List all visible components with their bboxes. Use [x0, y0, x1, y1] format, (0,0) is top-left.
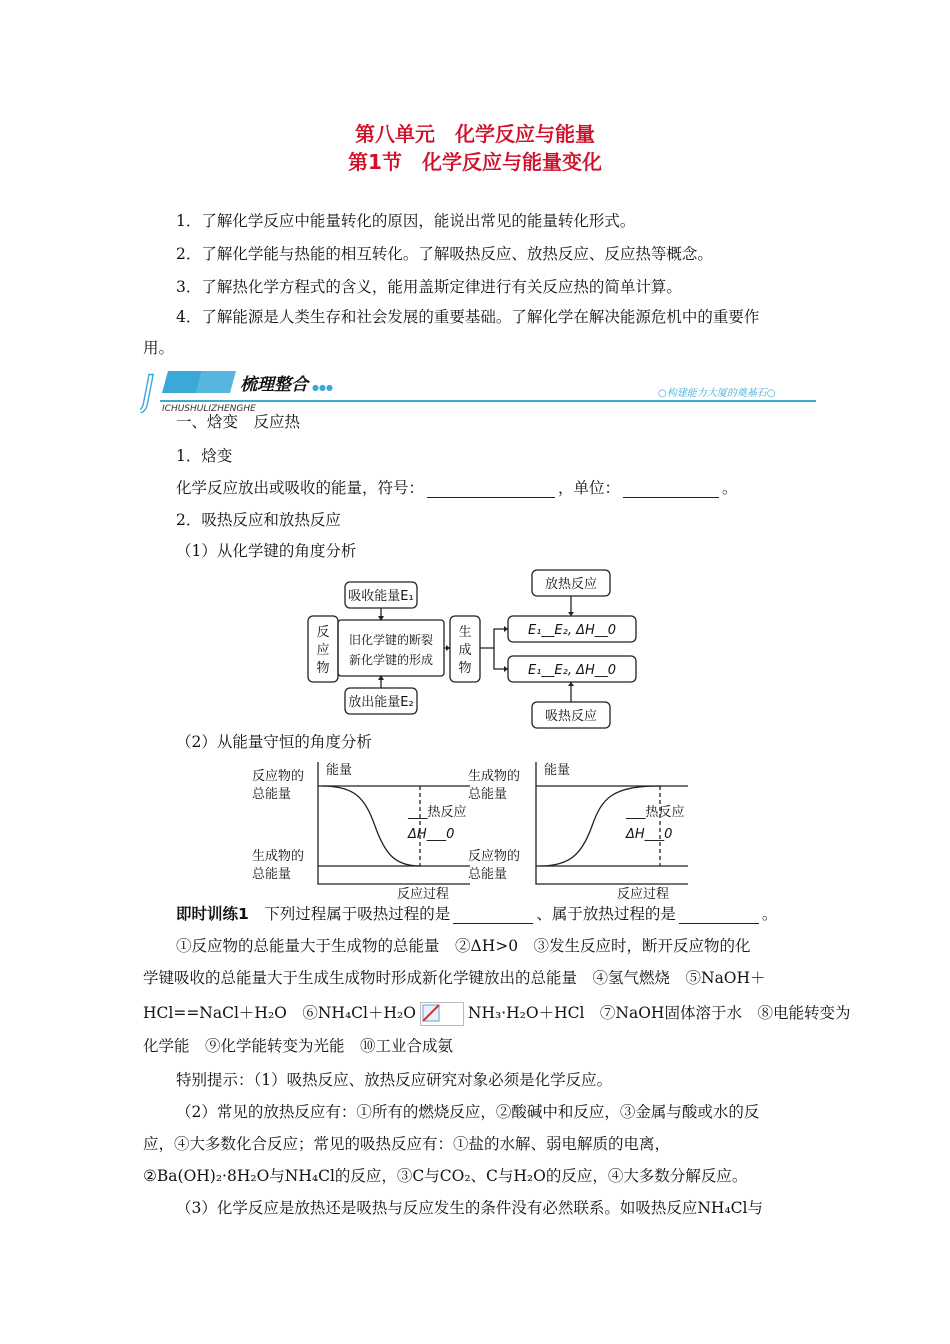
section-title: 第1节 化学反应与能量变化 [348, 150, 602, 174]
tip-2-cont: 应，④大多数化合反应；常见的吸热反应有：①盐的水解、弱电解质的电离， [143, 1135, 671, 1153]
tip-2-cont-2: ②Ba(OH)₂·8H₂O与NH₄Cl的反应，③C与CO₂、C与H₂O的反应，④大多数分解反应。 [143, 1167, 748, 1185]
training-question [176, 904, 777, 924]
right-axis-x: 反应过程 [617, 887, 670, 902]
training-options-1: ①反应物的总能量大于生成物的总能量 ②ΔH>0 ③发生反应时，断开反应物的化 [176, 937, 751, 955]
training-options-2: 学键吸收的总能量大于生成生成物时形成新化学键放出的总能量 ④氢气燃烧 ⑤NaOH＋ [143, 969, 766, 987]
branch-lines [480, 629, 508, 669]
heading-energy-conservation: （2）从能量守恒的角度分析 [176, 733, 372, 751]
product-char-2: 成 [458, 643, 472, 658]
left-axis-x: 反应过程 [397, 887, 450, 902]
left-dh-label: ΔH___0 [408, 827, 455, 842]
left-axis-y: 能量 [326, 763, 353, 778]
left-top-label-2: 总能量 [252, 787, 292, 802]
right-dh-label: ΔH___0 [626, 827, 673, 842]
bond-breaking-label: 旧化学键的断裂 [348, 633, 434, 647]
reactant-char-2: 应 [316, 643, 330, 658]
training-label: 即时训练1 [176, 905, 249, 923]
training-options-3 [143, 1002, 850, 1026]
banner-slogan: ○构建能力大厦的奠基石○ [658, 388, 776, 399]
symbol-blank [427, 481, 555, 498]
bond-energy-diagram [300, 566, 650, 734]
reactant-char-1: 反 [316, 625, 330, 640]
options-3b: NH₃·H₂O＋HCl ⑦NaOH固体溶于水 ⑧电能转变为 [467, 1004, 851, 1022]
right-bottom-label-1: 反应物的 [468, 849, 521, 864]
right-curve [540, 786, 660, 866]
energy-level-diagrams [250, 758, 700, 904]
eq1-label: E₁__E₂, ΔH__0 [527, 623, 617, 638]
right-heat-label: ___热反应 [626, 805, 685, 820]
banner-dots: ●●● [312, 383, 333, 392]
banner-pinyin: ICHUSHULIZHENGHE [162, 404, 256, 413]
tip-2: （2）常见的放热反应有：①所有的燃烧反应，②酸碱中和反应，③金属与酸或水的反 [176, 1103, 760, 1121]
objective-4-cont: 用。 [143, 339, 175, 357]
banner-block-1 [162, 371, 202, 393]
tip-1: 特别提示：（1）吸热反应、放热反应研究对象必须是化学反应。 [176, 1071, 613, 1089]
section-banner [140, 365, 820, 413]
product-char-1: 生 [458, 625, 472, 640]
right-axis-y: 能量 [544, 763, 571, 778]
heading-enthalpy-change: 1．焓变 [176, 447, 233, 465]
definition-text: 化学反应放出或吸收的能量，符号： [176, 479, 425, 497]
heading-bond-analysis: （1）从化学键的角度分析 [176, 542, 357, 560]
objective-1: 1．了解化学反应中能量转化的原因，能说出常见的能量转化形式。 [176, 212, 636, 230]
training-q1: 下列过程属于吸热过程的是 [248, 905, 451, 923]
broken-image-icon [420, 1002, 464, 1026]
training-options-4: 化学能 ⑨化学能转变为光能 ⑩工业合成氨 [143, 1037, 454, 1055]
options-3a: HCl==NaCl＋H₂O ⑥NH₄Cl＋H₂O [143, 1004, 416, 1022]
process-box [338, 620, 444, 676]
banner-title: 梳理整合 [240, 375, 308, 395]
training-q3: 。 [761, 905, 778, 923]
tip-3: （3）化学反应是放热还是吸热与反应发生的条件没有必然联系。如吸热反应NH₄Cl与 [176, 1199, 763, 1217]
period: 。 [722, 479, 738, 497]
left-top-label-1: 反应物的 [252, 769, 305, 784]
left-bottom-label-2: 总能量 [252, 867, 292, 882]
objective-4: 4．了解能源是人类生存和社会发展的重要基础。了解化学在解决能源危机中的重要作 [176, 308, 760, 326]
unit-title: 第八单元 化学反应与能量 [355, 122, 595, 146]
left-bottom-label-1: 生成物的 [252, 849, 305, 864]
unit-blank [623, 481, 719, 498]
absorb-label: 吸收能量E₁ [348, 589, 414, 604]
objective-3: 3．了解热化学方程式的含义，能用盖斯定律进行有关反应热的简单计算。 [176, 278, 682, 296]
right-top-label-2: 总能量 [468, 787, 508, 802]
release-label: 放出能量E₂ [348, 695, 414, 710]
product-char-3: 物 [458, 661, 472, 676]
right-bottom-label-2: 总能量 [468, 867, 508, 882]
objective-2: 2．了解化学能与热能的相互转化。了解吸热反应、放热反应、反应热等概念。 [176, 245, 713, 263]
left-curve [322, 786, 420, 866]
heading-enthalpy: 一、焓变 反应热 [176, 413, 301, 431]
enthalpy-definition [176, 478, 738, 498]
eq2-label: E₁__E₂, ΔH__0 [527, 663, 617, 678]
right-top-label-1: 生成物的 [468, 769, 521, 784]
heading-endo-exo: 2．吸热反应和放热反应 [176, 511, 341, 529]
reactant-char-3: 物 [316, 661, 330, 676]
bond-forming-label: 新化学键的形成 [348, 653, 434, 667]
endo-label: 吸热反应 [544, 709, 598, 724]
left-heat-label: ___热反应 [408, 805, 467, 820]
unit-text: ，单位： [558, 479, 621, 497]
exo-label: 放热反应 [544, 577, 598, 592]
endo-blank [453, 907, 533, 924]
exo-blank [679, 907, 759, 924]
banner-block-2 [196, 371, 236, 393]
banner-letter: J [142, 366, 155, 413]
training-q2: 、属于放热过程的是 [536, 905, 676, 923]
